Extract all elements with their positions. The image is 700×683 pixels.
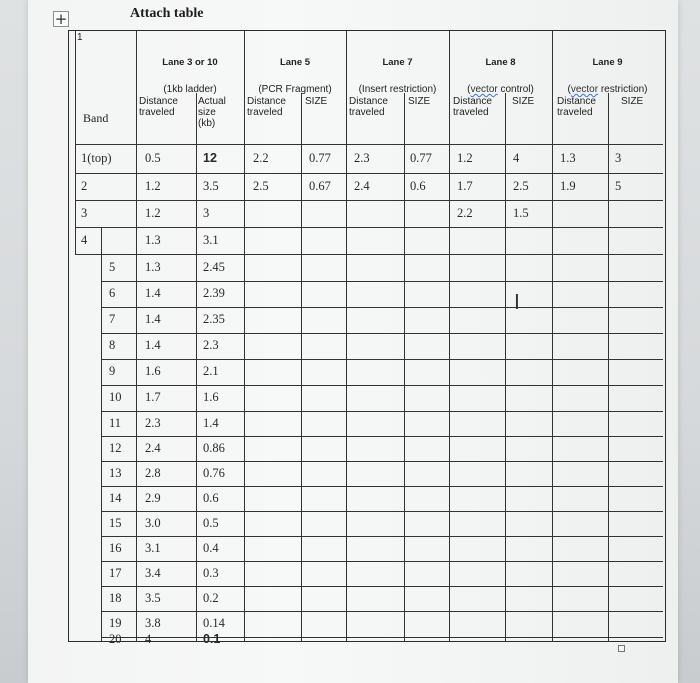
table-cell[interactable]: 1.3 xyxy=(145,232,161,247)
text-cursor-icon: I xyxy=(514,290,520,314)
lane-subtitle: (1kb ladder) xyxy=(163,84,217,95)
table-cell[interactable]: 0.2 xyxy=(203,590,219,605)
table-cell[interactable]: 1.6 xyxy=(145,364,161,378)
table-cell[interactable]: 4 xyxy=(145,631,152,646)
data-table[interactable] xyxy=(68,30,666,646)
column-header: Distance traveled xyxy=(139,96,178,118)
table-cell[interactable]: 1.7 xyxy=(145,390,161,404)
table-cell[interactable]: 5 xyxy=(615,178,622,193)
table-cell[interactable]: 3.5 xyxy=(203,178,219,193)
table-cell[interactable]: 0.1 xyxy=(203,631,221,646)
column-header: SIZE xyxy=(621,96,644,107)
lane-title: Lane 5 xyxy=(279,57,311,68)
table-grid-line xyxy=(505,93,506,642)
table-cell[interactable]: 2.4 xyxy=(354,178,370,193)
band-label: 4 xyxy=(81,232,88,247)
table-grid-line xyxy=(244,31,245,642)
table-cell[interactable]: 1.2 xyxy=(145,178,161,193)
table-border-line xyxy=(75,31,76,254)
band-label: 5 xyxy=(109,259,116,274)
table-grid-line xyxy=(101,461,663,462)
table-grid-line xyxy=(101,436,663,437)
band-label: 19 xyxy=(109,616,122,630)
table-grid-line xyxy=(552,31,553,642)
table-grid-line xyxy=(101,385,663,386)
band-label: 6 xyxy=(109,286,116,300)
table-cell[interactable]: 2.5 xyxy=(513,178,529,193)
table-cell[interactable]: 0.5 xyxy=(203,515,219,530)
table-cell[interactable]: 0.4 xyxy=(203,540,219,555)
table-cell[interactable]: 2.3 xyxy=(354,150,370,165)
table-cell[interactable]: 3 xyxy=(203,205,210,220)
lane-title: Lane 9 xyxy=(592,57,623,68)
band-label: 15 xyxy=(109,515,122,530)
table-grid-line xyxy=(75,227,663,228)
table-grid-line xyxy=(449,31,450,642)
band-label: 16 xyxy=(109,540,122,555)
band-label: 11 xyxy=(109,415,122,430)
table-grid-line xyxy=(101,586,663,587)
table-cell[interactable]: 2.5 xyxy=(253,178,269,193)
table-grid-line xyxy=(101,561,663,562)
table-grid-line xyxy=(101,411,663,412)
table-grid-line xyxy=(101,536,663,537)
table-number: 1 xyxy=(77,32,83,43)
table-grid-line xyxy=(196,93,197,642)
table-cell[interactable]: 3.0 xyxy=(145,515,161,530)
column-header: Distance traveled xyxy=(453,96,492,118)
table-cell[interactable]: 1.3 xyxy=(560,150,576,165)
column-header: Actual size (kb) xyxy=(198,96,226,129)
table-cell[interactable]: 1.3 xyxy=(145,259,161,274)
table-cell[interactable]: 2.45 xyxy=(203,259,225,274)
table-cell[interactable]: 2.4 xyxy=(145,440,161,455)
misspelled-word[interactable]: vector xyxy=(570,84,599,95)
table-cell[interactable]: 2.35 xyxy=(203,312,225,326)
table-cell[interactable]: 3.5 xyxy=(145,590,161,605)
table-cell[interactable]: 3.8 xyxy=(145,616,161,630)
lane-subtitle-rest: restriction) xyxy=(598,84,648,95)
table-grid-line xyxy=(101,281,663,282)
table-cell[interactable]: 2.2 xyxy=(457,205,473,220)
column-header: SIZE xyxy=(512,96,535,107)
table-caption: Attach table xyxy=(130,6,204,21)
table-cell[interactable]: 1.7 xyxy=(457,178,473,193)
table-grid-line xyxy=(101,359,663,360)
table-grid-line xyxy=(346,31,347,642)
band-label: 12 xyxy=(109,440,122,455)
table-cell[interactable]: 1.9 xyxy=(560,178,576,193)
column-header: SIZE xyxy=(305,96,328,107)
table-resize-handle[interactable] xyxy=(618,645,625,652)
table-cell[interactable]: 0.77 xyxy=(309,150,331,165)
table-cell[interactable]: 2.3 xyxy=(203,338,219,352)
lane-subtitle: (Insert restriction) xyxy=(358,84,437,95)
table-grid-line xyxy=(101,637,663,638)
table-move-handle-icon[interactable]: + xyxy=(54,10,68,28)
table-cell[interactable]: 2.8 xyxy=(145,465,161,480)
table-cell[interactable]: 3.1 xyxy=(145,540,161,555)
misspelled-word[interactable]: vector xyxy=(470,84,498,95)
column-header: Distance traveled xyxy=(349,96,388,118)
table-cell[interactable]: 1.5 xyxy=(513,205,529,220)
table-grid-line xyxy=(75,144,663,145)
table-grid-line xyxy=(404,93,405,642)
table-grid-line xyxy=(75,173,663,174)
band-label: 2 xyxy=(81,178,88,193)
band-label: 13 xyxy=(109,465,122,480)
table-cell[interactable]: 3.1 xyxy=(203,232,219,247)
table-cell[interactable]: 0.5 xyxy=(145,150,161,165)
table-grid-line xyxy=(101,307,663,308)
table-cell[interactable]: 0.6 xyxy=(203,490,219,505)
band-label: 20 xyxy=(109,631,122,646)
table-grid-line xyxy=(101,511,663,512)
table-border-line xyxy=(101,227,102,642)
table-cell[interactable]: 1.4 xyxy=(145,312,161,326)
table-cell[interactable]: 0.77 xyxy=(410,150,432,165)
table-cell[interactable]: 4 xyxy=(513,150,520,165)
lane-subtitle: (vector restriction) xyxy=(567,84,648,95)
table-grid-line xyxy=(301,93,302,642)
table-grid-line xyxy=(101,333,663,334)
lane-title: Lane 8 xyxy=(485,57,516,68)
table-cell[interactable]: 1.4 xyxy=(145,338,161,352)
band-label: 18 xyxy=(109,590,122,605)
table-cell[interactable]: 0.76 xyxy=(203,465,225,480)
table-grid-line xyxy=(608,93,609,642)
table-cell[interactable]: 2.1 xyxy=(203,364,219,378)
table-grid-line xyxy=(136,31,137,642)
table-cell[interactable]: 1.6 xyxy=(203,390,219,404)
table-grid-line xyxy=(75,254,101,255)
table-grid-line xyxy=(101,486,663,487)
lane-title: Lane 3 or 10 xyxy=(162,57,218,68)
column-header: Distance traveled xyxy=(557,96,596,118)
band-label: 9 xyxy=(109,364,116,378)
table-cell[interactable]: 0.86 xyxy=(203,440,225,455)
lane-subtitle: (vector control) xyxy=(467,84,534,95)
band-label: 10 xyxy=(109,390,122,404)
table-cell[interactable]: 3 xyxy=(615,150,622,165)
band-label: 3 xyxy=(81,205,88,220)
table-cell[interactable]: 1.4 xyxy=(145,286,161,300)
table-grid-line xyxy=(75,200,663,201)
table-cell[interactable]: 3.4 xyxy=(145,565,161,580)
table-cell[interactable]: 1.2 xyxy=(457,150,473,165)
table-cell[interactable]: 0.3 xyxy=(203,565,219,580)
column-header: SIZE xyxy=(408,96,431,107)
table-cell[interactable]: 0.6 xyxy=(410,178,426,193)
column-header: Distance traveled xyxy=(247,96,286,118)
table-cell[interactable]: 2.3 xyxy=(145,415,161,430)
table-cell[interactable]: 2.2 xyxy=(253,150,269,165)
table-cell[interactable]: 2.39 xyxy=(203,286,225,300)
lane-subtitle: (PCR Fragment) xyxy=(258,84,332,95)
band-label: 7 xyxy=(109,312,116,326)
table-cell[interactable]: 1.2 xyxy=(145,205,161,220)
lane-title: Lane 7 xyxy=(382,57,413,68)
table-grid-line xyxy=(75,254,663,255)
table-cell[interactable]: 12 xyxy=(203,150,217,165)
table-cell[interactable]: 0.14 xyxy=(203,616,225,630)
table-cell[interactable]: 2.9 xyxy=(145,490,161,505)
table-cell[interactable]: 1.4 xyxy=(203,415,219,430)
table-grid-line xyxy=(101,611,663,612)
lane-subtitle-rest: control) xyxy=(497,84,534,95)
table-cell[interactable]: 0.67 xyxy=(309,178,331,193)
band-label: 17 xyxy=(109,565,122,580)
band-label: 1(top) xyxy=(81,150,112,165)
band-label: 14 xyxy=(109,490,122,505)
header-band: Band xyxy=(83,111,109,125)
band-label: 8 xyxy=(109,338,116,352)
